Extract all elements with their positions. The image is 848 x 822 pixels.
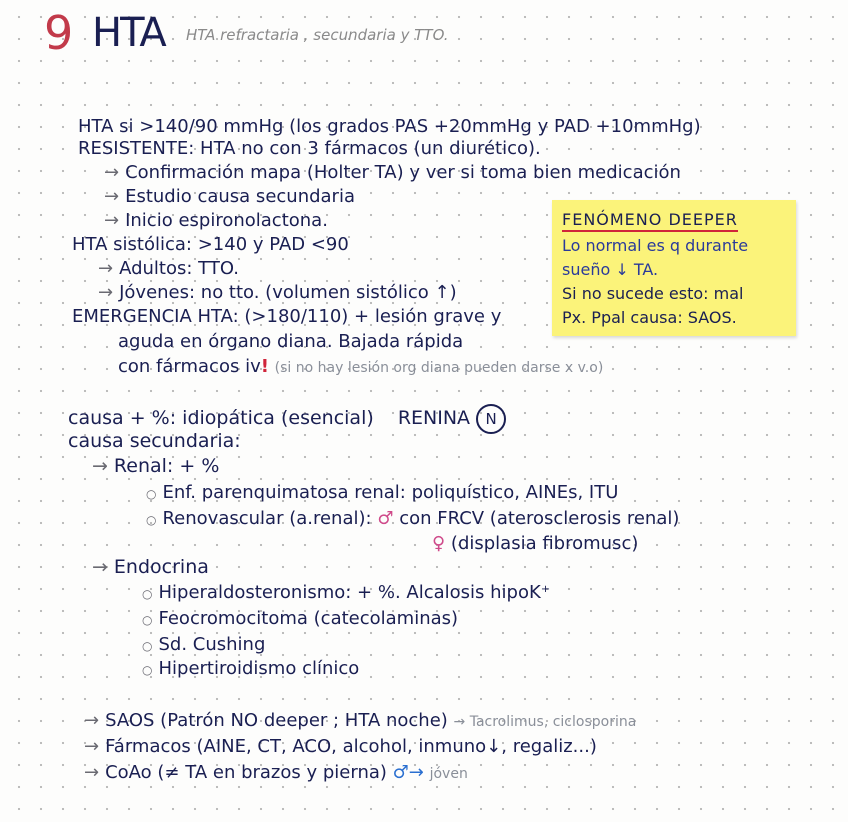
sticky-title: FENÓMENO DEEPER: [562, 210, 738, 232]
note-bullet: → Confirmación mapa (Holter TA) y ver si toma bien medicación: [104, 162, 681, 183]
bullet-circle-icon: ○: [146, 487, 157, 501]
arrow-icon: →: [104, 186, 120, 207]
female-symbol-icon: ♀: [432, 533, 446, 554]
note-bullet: → Adultos: TTO.: [98, 258, 239, 279]
sub-item: ○ Feocromocitoma (catecolaminas): [142, 608, 459, 629]
bullet-circle-icon: ○: [142, 663, 153, 677]
sticky-note: [552, 200, 796, 336]
bullet-circle-icon: ○: [142, 613, 153, 627]
note-aside: → Tacrolimus, ciclosporina: [453, 714, 637, 730]
note-aside: jóven: [429, 766, 468, 782]
arrow-icon: →: [98, 282, 114, 303]
arrow-icon: →: [92, 455, 108, 477]
note-line: RESISTENTE: HTA no con 3 fármacos (un diurético).: [78, 138, 541, 159]
bullet-circle-icon: ○: [142, 587, 153, 601]
sticky-line: Si no sucede esto: mal: [562, 284, 744, 303]
note-bullet: → Estudio causa secundaria: [104, 186, 355, 207]
normal-circle-icon: N: [476, 404, 506, 434]
page-number: 9: [44, 6, 72, 60]
cause-heading: causa secundaria:: [68, 430, 241, 452]
sub-item-note: ♀ (displasia fibromusc): [432, 533, 639, 554]
note-line: HTA si >140/90 mmHg (los grados PAS +20mmHg y PAD +10mmHg): [78, 116, 701, 137]
arrow-icon: →: [104, 210, 120, 231]
arrow-icon: →: [84, 710, 100, 731]
note-line: HTA sistólica: >140 y PAD <90: [72, 234, 349, 255]
sticky-line: Lo normal es q durante: [562, 236, 749, 255]
arrow-icon: →: [98, 258, 114, 279]
cause-bullet: → Endocrina: [92, 556, 209, 578]
note-bullet: → Inicio espironolactona.: [104, 210, 328, 231]
cause-bullet: → CoAo (≠ TA en brazos y pierna) ♂→ jóven: [84, 762, 468, 783]
sticky-line: Px. Ppal causa: SAOS.: [562, 308, 737, 327]
cause-line: causa + %: idiopática (esencial) RENINA N: [68, 404, 506, 434]
sub-item: ○ Enf. parenquimatosa renal: poliquístico, AINEs, ITU: [146, 482, 619, 503]
sub-item: ○ Renovascular (a.renal): ♂ con FRCV (aterosclerosis renal): [146, 508, 680, 529]
arrow-icon: →: [104, 162, 120, 183]
note-line: aguda en órgano diana. Bajada rápida: [118, 331, 464, 352]
page-title: HTA: [92, 10, 165, 56]
sub-item: ○ Hipertiroidismo clínico: [142, 658, 360, 679]
bullet-circle-icon: ○: [146, 513, 157, 527]
note-bullet: → Jóvenes: no tto. (volumen sistólico ↑): [98, 282, 457, 303]
bullet-circle-icon: ○: [142, 639, 153, 653]
male-symbol-icon: ♂: [377, 508, 394, 529]
note-line: con fármacos iv! (si no hay lesión org diana pueden darse x v.o): [118, 356, 604, 377]
cause-bullet: → SAOS (Patrón NO deeper ; HTA noche) → Tacrolimus, ciclosporina: [84, 710, 637, 731]
sticky-line: sueño ↓ TA.: [562, 260, 659, 279]
page-subtitle: HTA refractaria , secundaria y TTO.: [186, 26, 449, 44]
male-symbol-icon: ♂→: [392, 762, 424, 783]
note-aside: (si no hay lesión org diana pueden darse x v.o): [274, 360, 604, 376]
arrow-icon: →: [92, 556, 108, 578]
arrow-icon: →: [84, 762, 100, 783]
sub-item: ○ Sd. Cushing: [142, 634, 266, 655]
cause-bullet: → Fármacos (AINE, CT, ACO, alcohol, inmuno↓, regaliz...): [84, 736, 597, 757]
arrow-icon: →: [84, 736, 100, 757]
exclaim-mark: !: [260, 356, 269, 377]
note-line: EMERGENCIA HTA: (>180/110) + lesión grave y: [72, 306, 502, 327]
sub-item: ○ Hiperaldosteronismo: + %. Alcalosis hipoK⁺: [142, 582, 551, 603]
cause-bullet: → Renal: + %: [92, 455, 220, 477]
